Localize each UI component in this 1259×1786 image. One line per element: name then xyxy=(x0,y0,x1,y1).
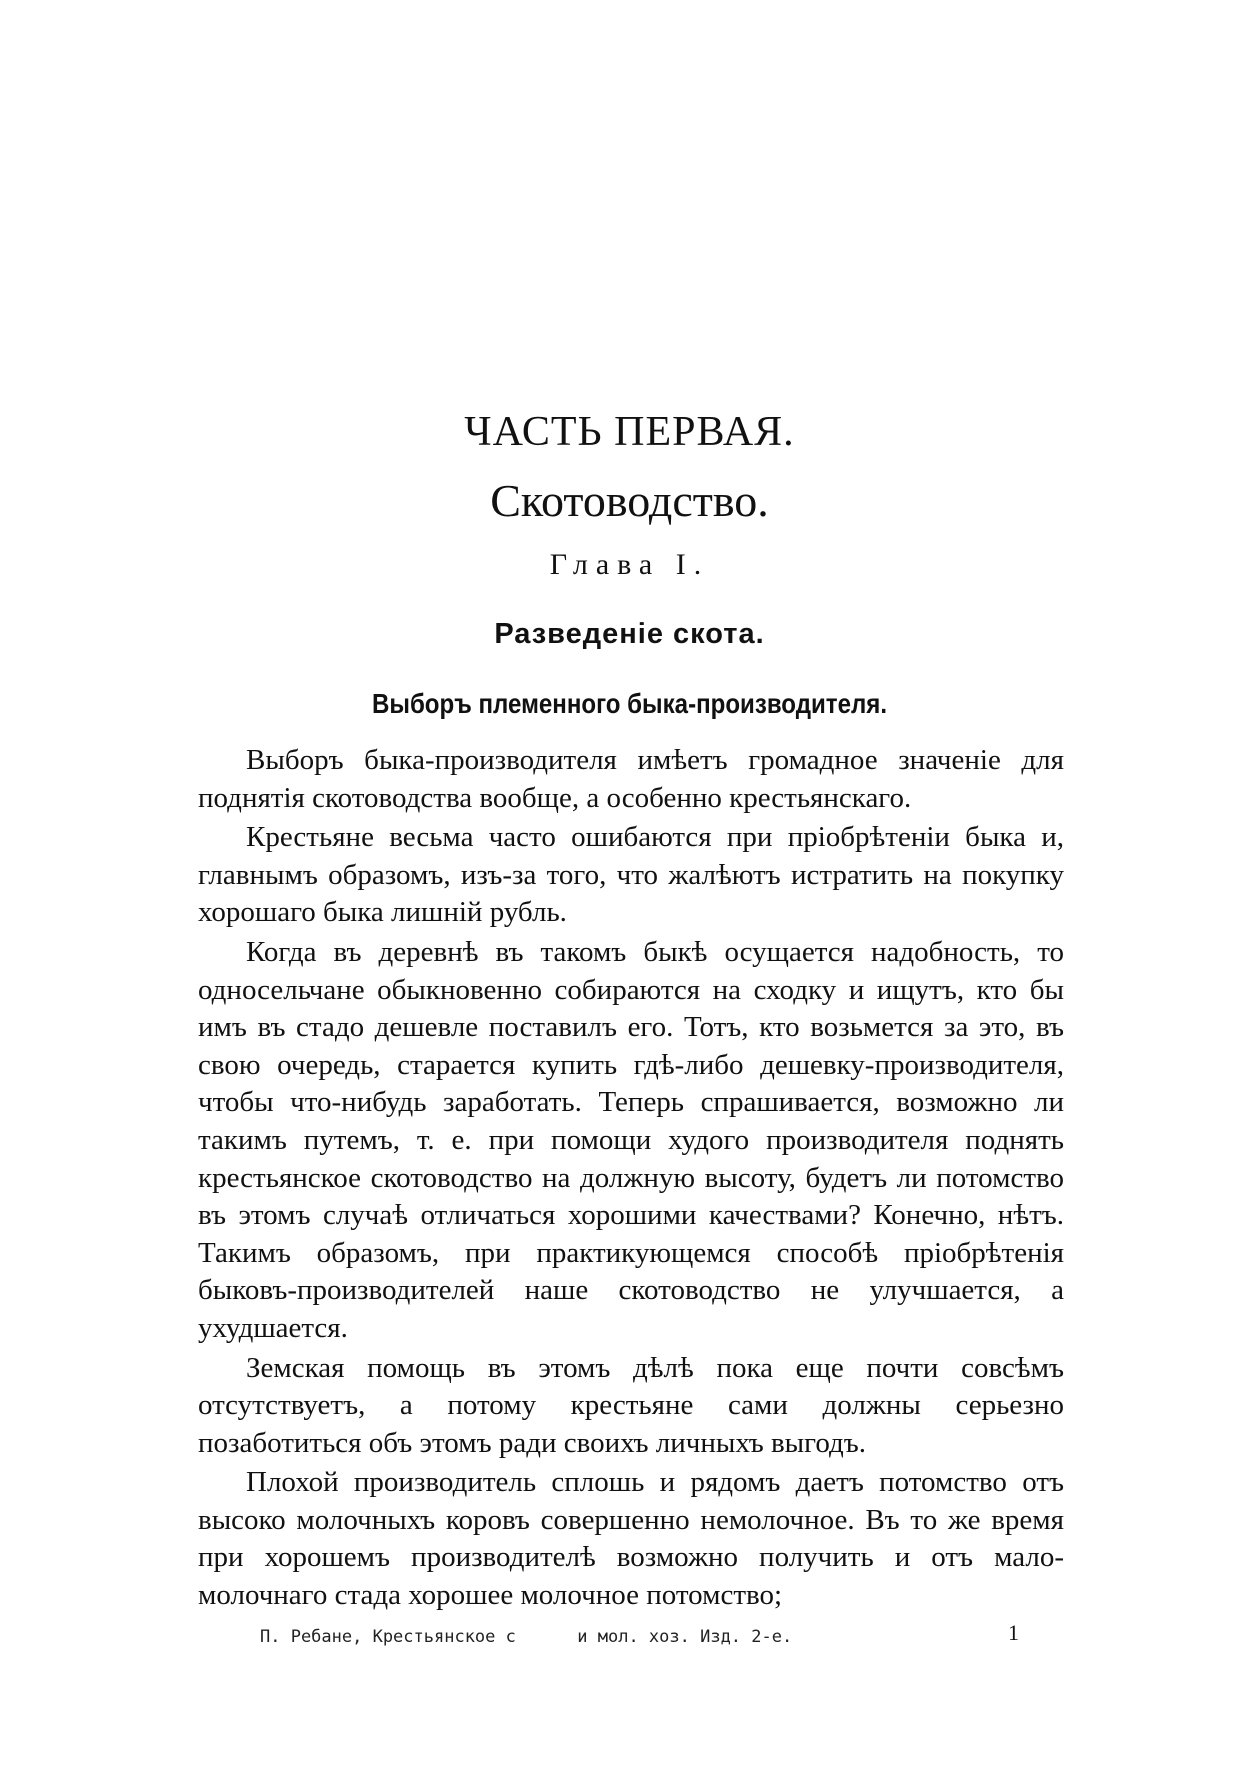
paragraph: Крестьяне весьма часто ошибаются при пріобрѣтеніи быка и, главнымъ образомъ, изъ-за того, что жалѣютъ истратить на покупку хорошаго быка лишній рубль. xyxy=(198,821,1064,929)
topic-title: Разведеніе скота. xyxy=(494,618,765,650)
paragraph: Выборъ быка-производителя имѣетъ громадное значеніе для поднятія скотоводства вообще, а особенно крестьянскаго. xyxy=(198,744,1064,814)
paragraph: Земская помощь въ этомъ дѣлѣ пока еще почти совсѣмъ отсутствуетъ, а потому крестьяне сами должны серьезно позаботиться объ этомъ ради своихъ личныхъ выгодъ. xyxy=(198,1351,1064,1459)
paragraph: Когда въ деревнѣ въ такомъ быкѣ осущается надобность, то односельчане обыкновенно собираются на сходку и ищутъ, кто бы имъ въ стадо дешевле поставилъ его. Тотъ, кто возьмется за это, въ свою очередь, старается купить гдѣ-либо дешевку-производителя, чтобы что-нибудь заработать. Теперь спрашивается, возможно ли такимъ путемъ, т. е. при помощи худого производителя поднять крестьянское скотоводство на должную высоту, будетъ ли потомство въ этомъ случаѣ отличаться хорошими качествами? Конечно, нѣтъ. Такимъ образомъ, при практикующемся способѣ пріобрѣтенія быковъ-производителей наше скотоводство не улучшается, а ухудшается. xyxy=(198,935,1064,1344)
body-text xyxy=(198,742,1064,1617)
page-number: 1 xyxy=(1008,1620,1019,1645)
subtopic-title: Выборъ племенного быка-производителя. xyxy=(371,688,888,719)
running-footer: П. Ребане, Крестьянское с и мол. хоз. Изд. 2-е. xyxy=(260,1627,793,1647)
part-title: ЧАСТЬ ПЕРВАЯ. xyxy=(464,409,795,455)
chapter-title: Глава I. xyxy=(549,548,710,581)
section-title: Скотоводство. xyxy=(490,475,769,526)
paragraph: Плохой производитель сплошь и рядомъ даетъ потомство отъ высоко молочныхъ коровъ совершенно немолочное. Въ то же время при хорошемъ производителѣ возможно получить и отъ мало-молочнаго стада хорошее молочное потомство; xyxy=(198,1466,1064,1612)
